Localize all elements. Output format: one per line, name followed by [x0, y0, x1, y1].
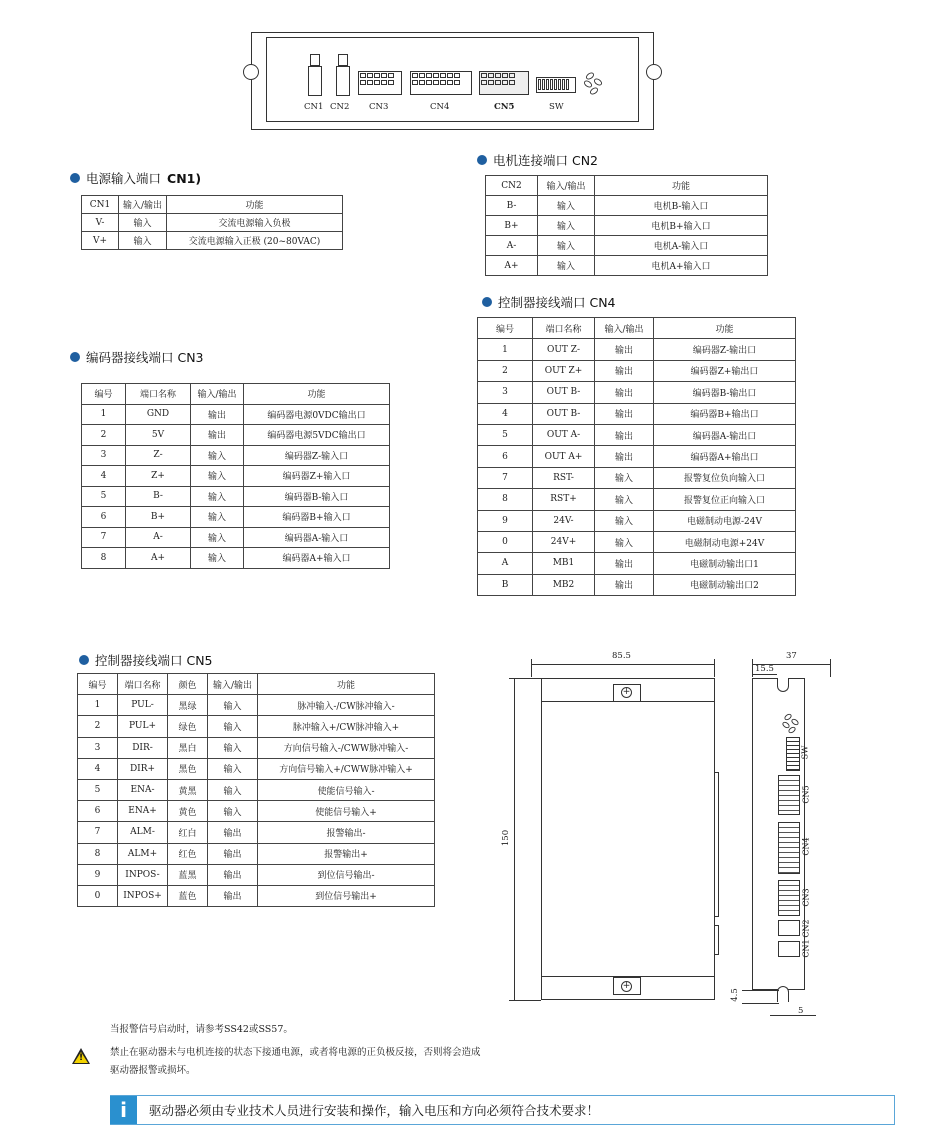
side-cn1	[778, 941, 800, 957]
table-cell: DIR+	[118, 758, 168, 779]
table-row	[478, 467, 796, 488]
table-row	[78, 695, 435, 716]
dim-small-a-line-bottom	[742, 1003, 779, 1004]
screw-top-icon: +	[622, 687, 631, 697]
table-cell: 编码器A-输入口	[244, 527, 390, 548]
table-row	[78, 885, 435, 906]
table-cell: 红白	[168, 822, 208, 843]
cn4-table	[477, 317, 796, 596]
table-cell: 5	[82, 486, 126, 507]
table-cell: 6	[78, 801, 118, 822]
table-cell: 到位信号输出+	[258, 885, 435, 906]
table-cell: V+	[82, 232, 119, 250]
table-cell: V-	[82, 214, 119, 232]
table-cell: 输入	[538, 216, 595, 236]
table-cell: 电机B-输入口	[595, 196, 768, 216]
table-cell: 输入	[208, 716, 258, 737]
cn5-header-cell: 端口名称	[118, 674, 168, 695]
table-cell: 输入	[119, 232, 167, 250]
dim-small-a-line-top	[742, 990, 779, 991]
table-cell: 5V	[126, 425, 191, 446]
label-cn4: CN4	[430, 102, 450, 112]
dim-small-b-text: 5	[798, 1006, 804, 1016]
table-cell: 输入	[595, 489, 654, 510]
cn2-title-text: 电机连接端口 CN2	[493, 153, 599, 168]
cn3-table	[81, 383, 390, 569]
table-cell: OUT B-	[533, 382, 595, 403]
table-cell: 4	[78, 758, 118, 779]
table-row	[78, 716, 435, 737]
table-cell: 黑绿	[168, 695, 208, 716]
cn3-header-cell: 编号	[82, 384, 126, 405]
cn1-section-title	[70, 169, 201, 187]
table-cell: 蓝色	[168, 885, 208, 906]
side-ridge	[715, 772, 719, 917]
table-cell: 电机B+输入口	[595, 216, 768, 236]
table-row	[82, 232, 343, 250]
dim-depth-text: 37	[786, 651, 797, 661]
side-cn4	[778, 822, 800, 874]
table-row	[486, 256, 768, 276]
cn5-table	[77, 673, 435, 907]
table-cell: 输出	[208, 885, 258, 906]
table-cell: 输出	[595, 446, 654, 467]
table-cell: 6	[478, 446, 533, 467]
cn2-section-title	[477, 151, 598, 169]
table-row	[486, 216, 768, 236]
table-cell: A-	[486, 236, 538, 256]
table-cell: 输入	[538, 256, 595, 276]
table-cell: 2	[478, 360, 533, 381]
table-cell: 输出	[595, 360, 654, 381]
table-cell: 电磁制动输出口2	[654, 574, 796, 595]
table-cell: A+	[126, 548, 191, 569]
table-cell: ENA+	[118, 801, 168, 822]
label-cn1: CN1	[304, 102, 324, 112]
table-row	[82, 507, 390, 528]
table-cell: 黄黑	[168, 779, 208, 800]
side-cn3	[778, 880, 800, 916]
table-cell: 编码器Z-输出口	[654, 339, 796, 360]
table-row	[78, 864, 435, 885]
cn4-header-row	[478, 318, 796, 339]
table-cell: 输出	[208, 843, 258, 864]
cn4-header-cell: 功能	[654, 318, 796, 339]
table-cell: 输出	[208, 822, 258, 843]
table-cell: MB1	[533, 553, 595, 574]
table-cell: 报警复位负向输入口	[654, 467, 796, 488]
table-cell: B	[478, 574, 533, 595]
table-cell: 7	[82, 527, 126, 548]
table-row	[78, 801, 435, 822]
side-cn2	[778, 920, 800, 936]
table-row	[82, 466, 390, 487]
cn4-title-text: 控制器接线端口 CN4	[498, 295, 616, 310]
table-cell: 输出	[595, 382, 654, 403]
table-cell: OUT Z+	[533, 360, 595, 381]
side-notch-bottom	[777, 986, 789, 1002]
table-cell: B+	[126, 507, 191, 528]
table-cell: 0	[78, 885, 118, 906]
dim-offset-text: 15.5	[755, 664, 774, 674]
table-row	[478, 553, 796, 574]
table-cell: 编码器B+输入口	[244, 507, 390, 528]
table-row	[78, 779, 435, 800]
table-cell: 编码器电源0VDC输出口	[244, 404, 390, 425]
bullet-icon	[70, 173, 80, 183]
note-warning-line2: 驱动器报警或损坏。	[110, 1065, 196, 1076]
table-row	[78, 758, 435, 779]
table-cell: 编码器Z+输入口	[244, 466, 390, 487]
table-row	[478, 510, 796, 531]
table-cell: 编码器A+输出口	[654, 446, 796, 467]
table-cell: 红色	[168, 843, 208, 864]
dim-width-tick-left	[531, 659, 532, 677]
table-cell: 输出	[595, 553, 654, 574]
side-ridge-small	[715, 925, 719, 955]
side-led-icon	[781, 712, 801, 734]
table-row	[78, 737, 435, 758]
cn5-header-row	[78, 674, 435, 695]
table-row	[82, 548, 390, 569]
table-cell: 8	[478, 489, 533, 510]
table-cell: 编码器电源5VDC输出口	[244, 425, 390, 446]
label-cn5: CN5	[494, 102, 515, 112]
cn3-header-cell: 功能	[244, 384, 390, 405]
table-cell: 交流电源输入正极 (20~80VAC)	[167, 232, 343, 250]
table-cell: 输出	[595, 403, 654, 424]
table-cell: 方向信号输入-/CWW脉冲输入-	[258, 737, 435, 758]
table-cell: 电磁制动电源-24V	[654, 510, 796, 531]
table-cell: 输出	[595, 339, 654, 360]
cn2-table	[485, 175, 768, 276]
table-row	[478, 360, 796, 381]
table-cell: 9	[78, 864, 118, 885]
table-cell: ALM-	[118, 822, 168, 843]
side-label-cn5: CN5	[801, 785, 811, 804]
table-cell: 蓝黑	[168, 864, 208, 885]
table-row	[82, 425, 390, 446]
cn2-connector	[336, 66, 350, 96]
dim-height-tick-top	[509, 678, 541, 679]
table-cell: 0	[478, 531, 533, 552]
table-cell: 5	[78, 779, 118, 800]
cn3-header-cell: 输入/输出	[191, 384, 244, 405]
table-cell: 1	[82, 404, 126, 425]
table-cell: 输出	[595, 574, 654, 595]
table-cell: 输出	[208, 864, 258, 885]
dimension-front-inner	[541, 701, 715, 977]
table-cell: 输入	[191, 466, 244, 487]
table-cell: 输入	[208, 737, 258, 758]
table-cell: 输出	[191, 425, 244, 446]
cn4-connector	[410, 71, 472, 95]
table-cell: 输入	[595, 531, 654, 552]
table-cell: 到位信号输出-	[258, 864, 435, 885]
table-row	[486, 236, 768, 256]
table-cell: ALM+	[118, 843, 168, 864]
table-cell: 3	[82, 445, 126, 466]
cn5-header-cell: 颜色	[168, 674, 208, 695]
dim-width-tick-right	[714, 659, 715, 677]
label-cn3: CN3	[369, 102, 389, 112]
table-cell: PUL-	[118, 695, 168, 716]
cn1-latch	[310, 54, 320, 66]
table-row	[478, 574, 796, 595]
table-row	[82, 214, 343, 232]
table-cell: 编码器Z+输出口	[654, 360, 796, 381]
dim-offset-line	[752, 674, 777, 675]
table-cell: 输入	[208, 758, 258, 779]
table-cell: 黑白	[168, 737, 208, 758]
table-cell: 输入	[191, 527, 244, 548]
table-cell: ENA-	[118, 779, 168, 800]
table-cell: 8	[78, 843, 118, 864]
table-cell: 3	[478, 382, 533, 403]
cn4-header-cell: 输入/输出	[595, 318, 654, 339]
table-row	[478, 339, 796, 360]
cn1-title-text: 电源输入端口	[86, 171, 162, 186]
table-row	[78, 822, 435, 843]
dim-width-text: 85.5	[612, 651, 631, 661]
device-top-view	[251, 32, 654, 130]
info-icon: i	[110, 1096, 137, 1124]
table-cell: 交流电源输入负极	[167, 214, 343, 232]
table-cell: 编码器B-输入口	[244, 486, 390, 507]
table-cell: 输入	[191, 486, 244, 507]
table-cell: B+	[486, 216, 538, 236]
table-cell: 2	[78, 716, 118, 737]
table-row	[478, 424, 796, 445]
table-cell: 编码器A-输出口	[654, 424, 796, 445]
table-cell: INPOS+	[118, 885, 168, 906]
table-cell: 方向信号输入+/CWW脉冲输入+	[258, 758, 435, 779]
table-cell: A+	[486, 256, 538, 276]
table-cell: 脉冲输入+/CW脉冲输入+	[258, 716, 435, 737]
dim-small-b-line	[770, 1015, 816, 1016]
mount-notch-left	[243, 64, 259, 80]
cn5-header-cell: 编号	[78, 674, 118, 695]
table-cell: 输入	[191, 445, 244, 466]
dim-height-line	[514, 678, 515, 1000]
table-row	[82, 404, 390, 425]
cn1-header-row	[82, 196, 343, 214]
table-cell: DIR-	[118, 737, 168, 758]
mount-notch-right	[646, 64, 662, 80]
table-cell: 9	[478, 510, 533, 531]
label-sw: SW	[549, 102, 564, 112]
table-cell: 24V+	[533, 531, 595, 552]
cn2-latch	[338, 54, 348, 66]
table-cell: 报警输出-	[258, 822, 435, 843]
dim-height-tick-bottom	[509, 1000, 541, 1001]
bullet-icon	[79, 655, 89, 665]
table-cell: PUL+	[118, 716, 168, 737]
side-sw	[786, 737, 800, 771]
table-cell: 报警输出+	[258, 843, 435, 864]
table-cell: 8	[82, 548, 126, 569]
cn1-connector	[308, 66, 322, 96]
table-row	[478, 382, 796, 403]
table-cell: OUT A-	[533, 424, 595, 445]
cn5-header-cell: 输入/输出	[208, 674, 258, 695]
table-cell: 输入	[208, 695, 258, 716]
table-cell: 输入	[595, 510, 654, 531]
cn1-header-cell: 输入/输出	[119, 196, 167, 214]
table-cell: 7	[478, 467, 533, 488]
table-cell: 1	[78, 695, 118, 716]
table-cell: RST+	[533, 489, 595, 510]
cn2-header-cell: CN2	[486, 176, 538, 196]
table-row	[486, 196, 768, 216]
table-cell: 输入	[538, 236, 595, 256]
table-cell: 使能信号输入-	[258, 779, 435, 800]
table-row	[478, 446, 796, 467]
table-cell: 输入	[191, 507, 244, 528]
table-cell: 脉冲输入-/CW脉冲输入-	[258, 695, 435, 716]
table-cell: 电机A+输入口	[595, 256, 768, 276]
table-cell: 7	[78, 822, 118, 843]
dim-depth-tick-right	[830, 659, 831, 677]
table-row	[78, 843, 435, 864]
table-row	[478, 531, 796, 552]
dim-height-text: 150	[501, 829, 512, 847]
cn3-title-text: 编码器接线端口 CN3	[86, 350, 204, 365]
table-row	[82, 527, 390, 548]
note-warning-line1: 禁止在驱动器未与电机连接的状态下接通电源，或者将电源的正负极反接，否则将会造成	[110, 1047, 481, 1058]
table-cell: RST-	[533, 467, 595, 488]
table-cell: A-	[126, 527, 191, 548]
side-label-sw: SW	[800, 745, 810, 760]
table-cell: 5	[478, 424, 533, 445]
table-cell: 报警复位正向输入口	[654, 489, 796, 510]
table-cell: B-	[126, 486, 191, 507]
table-cell: 输入	[208, 779, 258, 800]
table-cell: 编码器B-输出口	[654, 382, 796, 403]
cn4-header-cell: 端口名称	[533, 318, 595, 339]
table-cell: 电磁制动输出口1	[654, 553, 796, 574]
cn1-table	[81, 195, 343, 250]
table-cell: A	[478, 553, 533, 574]
info-banner-text: 驱动器必须由专业技术人员进行安装和操作，输入电压和方向必须符合技术要求！	[149, 1103, 600, 1118]
side-label-cn4: CN4	[801, 837, 811, 856]
warning-exclamation-icon: !	[79, 1053, 84, 1063]
table-cell: GND	[126, 404, 191, 425]
table-cell: 黄色	[168, 801, 208, 822]
table-row	[82, 486, 390, 507]
table-cell: Z-	[126, 445, 191, 466]
table-cell: 输入	[191, 548, 244, 569]
info-banner	[110, 1095, 895, 1125]
cn1-header-cell: 功能	[167, 196, 343, 214]
table-cell: 6	[82, 507, 126, 528]
table-cell: 4	[478, 403, 533, 424]
dim-width-line	[531, 664, 714, 665]
table-cell: Z+	[126, 466, 191, 487]
table-cell: 输入	[208, 801, 258, 822]
cn5-header-cell: 功能	[258, 674, 435, 695]
table-cell: 输出	[191, 404, 244, 425]
cn5-section-title	[79, 651, 213, 669]
table-cell: 绿色	[168, 716, 208, 737]
cn2-header-cell: 输入/输出	[538, 176, 595, 196]
bullet-icon	[70, 352, 80, 362]
led-indicators-icon	[582, 71, 604, 95]
table-cell: 24V-	[533, 510, 595, 531]
cn3-header-cell: 端口名称	[126, 384, 191, 405]
table-cell: 输入	[538, 196, 595, 216]
bullet-icon	[482, 297, 492, 307]
bullet-icon	[477, 155, 487, 165]
cn2-header-row	[486, 176, 768, 196]
table-cell: 2	[82, 425, 126, 446]
cn3-connector	[358, 71, 402, 95]
note-alarm-reference: 当报警信号启动时，请参考SS42或SS57。	[110, 1024, 293, 1035]
cn2-header-cell: 功能	[595, 176, 768, 196]
table-cell: INPOS-	[118, 864, 168, 885]
table-cell: 编码器A+输入口	[244, 548, 390, 569]
table-cell: 4	[82, 466, 126, 487]
side-label-cn3: CN3	[801, 888, 811, 907]
cn3-section-title	[70, 348, 204, 366]
table-cell: 电机A-输入口	[595, 236, 768, 256]
cn4-section-title	[482, 293, 616, 311]
table-cell: 输出	[595, 424, 654, 445]
side-label-cn1: CN1	[801, 939, 811, 958]
cn4-header-cell: 编号	[478, 318, 533, 339]
cn1-title-code: CN1)	[167, 170, 202, 186]
sw-dip-switch	[536, 77, 576, 93]
table-cell: OUT B-	[533, 403, 595, 424]
side-label-cn2: CN2	[801, 919, 811, 938]
cn5-title-text: 控制器接线端口 CN5	[95, 653, 213, 668]
table-cell: 1	[478, 339, 533, 360]
table-cell: 编码器B+输出口	[654, 403, 796, 424]
label-cn2: CN2	[330, 102, 350, 112]
table-cell: 电磁制动电源+24V	[654, 531, 796, 552]
screw-bottom-icon: +	[622, 981, 631, 991]
table-cell: 黑色	[168, 758, 208, 779]
table-row	[478, 489, 796, 510]
table-row	[478, 403, 796, 424]
table-cell: 输入	[595, 467, 654, 488]
cn1-header-cell: CN1	[82, 196, 119, 214]
table-cell: OUT A+	[533, 446, 595, 467]
side-notch-top	[777, 678, 789, 692]
table-row	[82, 445, 390, 466]
table-cell: 3	[78, 737, 118, 758]
table-cell: OUT Z-	[533, 339, 595, 360]
cn3-header-row	[82, 384, 390, 405]
table-cell: 使能信号输入+	[258, 801, 435, 822]
dim-small-a-text: 4.5	[729, 988, 740, 1002]
cn5-connector	[479, 71, 529, 95]
table-cell: 编码器Z-输入口	[244, 445, 390, 466]
table-cell: 输入	[119, 214, 167, 232]
table-cell: MB2	[533, 574, 595, 595]
table-cell: B-	[486, 196, 538, 216]
side-cn5	[778, 775, 800, 815]
